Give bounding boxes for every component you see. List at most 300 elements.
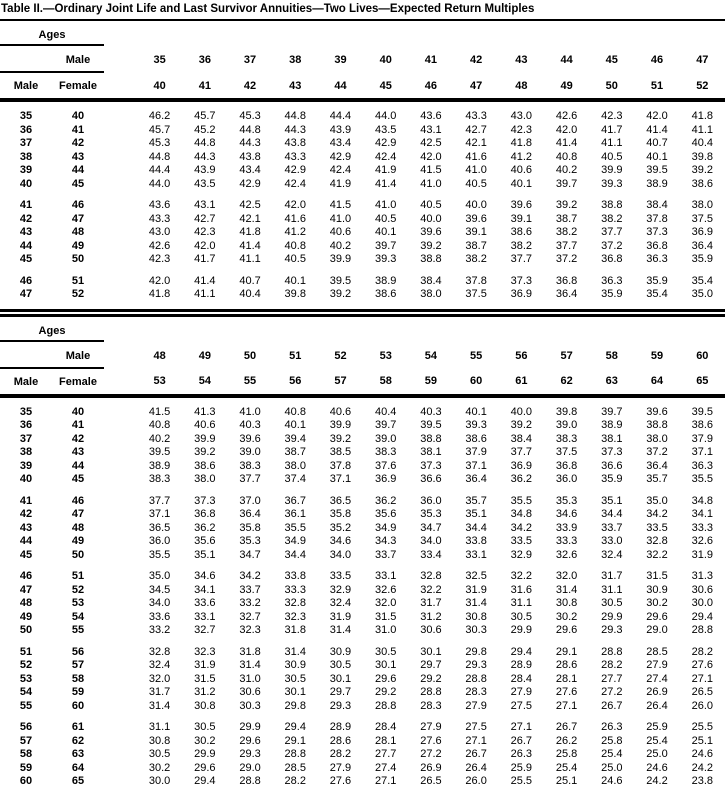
male-age-header: 58 <box>605 349 618 362</box>
female-age-header: 48 <box>499 72 544 100</box>
male-age-cell: 58 <box>19 748 33 760</box>
female-age-header: 44 <box>318 72 363 100</box>
multiple-value-cell: 28.3 <box>420 699 442 712</box>
multiple-value-cell: 25.8 <box>601 734 623 747</box>
multiple-value-cell: 27.5 <box>465 721 487 733</box>
spacer-cell <box>104 253 137 267</box>
multiple-value-cell: 38.3 <box>148 473 171 485</box>
multiple-value-cell: 36.8 <box>555 274 578 287</box>
spacer-cell <box>0 396 725 406</box>
table-row <box>0 549 725 563</box>
row-male-label: Male <box>0 368 52 396</box>
multiple-value-cell: 35.1 <box>465 508 487 520</box>
multiple-value-cell: 40.0 <box>510 405 533 418</box>
multiple-value-cell: 30.2 <box>148 761 171 774</box>
male-age-cell: 54 <box>19 686 33 698</box>
female-age-cell: 61 <box>71 721 85 733</box>
female-age-cell: 57 <box>71 659 85 671</box>
multiple-value-cell: 35.9 <box>691 253 714 265</box>
multiple-value-cell: 41.5 <box>148 405 171 418</box>
multiple-value-cell: 37.1 <box>148 508 171 520</box>
multiple-value-cell: 31.9 <box>465 583 487 596</box>
multiple-value-cell: 43.3 <box>465 110 487 122</box>
multiple-value-cell: 40.2 <box>555 164 578 176</box>
female-ages-header-row <box>0 368 725 396</box>
multiple-value-cell: 31.0 <box>374 624 397 636</box>
male-age-cell: 39 <box>19 164 33 176</box>
female-age-cell: 55 <box>71 624 85 636</box>
multiple-value-cell: 34.0 <box>148 597 171 609</box>
multiple-value-cell: 28.8 <box>601 645 623 658</box>
multiple-value-cell: 39.3 <box>374 253 397 265</box>
table-row <box>0 535 725 549</box>
spacer-cell <box>104 164 137 178</box>
multiple-value-cell: 44.8 <box>239 123 261 136</box>
multiple-value-cell: 35.4 <box>646 288 668 300</box>
multiple-value-cell: 30.9 <box>646 583 668 596</box>
multiple-value-cell: 34.5 <box>148 583 171 596</box>
multiple-value-cell: 41.4 <box>239 239 261 252</box>
male-age-header: 59 <box>650 349 664 362</box>
multiple-value-cell: 28.8 <box>691 624 714 636</box>
multiple-value-cell: 29.1 <box>555 645 578 658</box>
multiple-value-cell: 31.3 <box>691 570 714 582</box>
multiple-value-cell: 38.1 <box>601 432 623 445</box>
female-age-cell: 45 <box>71 473 85 485</box>
multiple-value-cell: 28.8 <box>239 775 261 787</box>
multiple-value-cell: 35.5 <box>510 494 533 507</box>
multiple-value-cell: 30.1 <box>420 645 442 658</box>
male-age-cell: 44 <box>19 535 33 547</box>
multiple-value-cell: 37.8 <box>465 274 487 287</box>
table-row <box>0 433 725 447</box>
multiple-value-cell: 39.8 <box>691 150 714 163</box>
multiple-value-cell: 39.5 <box>646 164 668 176</box>
multiple-value-cell: 28.8 <box>465 672 487 685</box>
multiple-value-cell: 39.2 <box>691 164 714 176</box>
multiple-value-cell: 40.6 <box>194 419 216 431</box>
multiple-value-cell: 41.4 <box>194 274 216 287</box>
multiple-value-cell: 31.1 <box>510 597 533 609</box>
multiple-value-cell: 40.4 <box>239 288 261 300</box>
multiple-value-cell: 25.9 <box>510 761 533 774</box>
male-age-cell: 45 <box>19 253 33 265</box>
female-age-cell: 64 <box>71 761 85 774</box>
male-age-header: 56 <box>515 349 528 362</box>
male-age-cell: 38 <box>19 150 33 163</box>
male-age-cell: 47 <box>19 583 33 596</box>
multiple-value-cell: 27.4 <box>646 672 668 685</box>
multiple-value-cell: 43.6 <box>148 199 171 211</box>
male-age-cell: 35 <box>19 405 33 418</box>
multiple-value-cell: 39.6 <box>510 199 533 211</box>
multiple-value-cell: 34.6 <box>329 535 352 547</box>
multiple-value-cell: 26.7 <box>555 721 578 733</box>
multiple-value-cell: 43.3 <box>148 212 171 225</box>
multiple-value-cell: 33.0 <box>601 535 623 547</box>
multiple-value-cell: 31.6 <box>510 583 533 596</box>
multiple-value-cell: 33.7 <box>239 583 261 596</box>
multiple-value-cell: 43.9 <box>194 164 216 176</box>
multiple-value-cell: 44.0 <box>374 110 397 122</box>
multiple-value-cell: 24.6 <box>601 775 623 787</box>
multiple-value-cell: 38.4 <box>510 432 533 445</box>
multiple-value-cell: 36.4 <box>239 508 261 520</box>
multiple-value-cell: 39.6 <box>420 226 442 238</box>
male-age-cell: 47 <box>19 288 33 300</box>
table-row <box>0 199 725 213</box>
multiple-value-cell: 30.8 <box>465 610 487 623</box>
multiple-value-cell: 42.0 <box>420 150 442 163</box>
multiple-value-cell: 35.5 <box>148 548 171 561</box>
multiple-value-cell: 31.8 <box>284 624 306 636</box>
multiple-value-cell: 30.1 <box>374 659 397 671</box>
multiple-value-cell: 33.8 <box>465 535 487 547</box>
multiple-value-cell: 41.8 <box>148 288 171 300</box>
multiple-value-cell: 25.0 <box>646 748 668 760</box>
multiple-value-cell: 38.3 <box>374 446 397 458</box>
spacer-cell <box>104 646 137 660</box>
multiple-value-cell: 30.5 <box>374 645 397 658</box>
multiple-value-cell: 36.7 <box>284 494 306 507</box>
multiple-value-cell: 34.7 <box>239 548 261 561</box>
multiple-value-cell: 30.3 <box>465 624 487 636</box>
multiple-value-cell: 30.5 <box>194 721 216 733</box>
male-age-header: 42 <box>470 54 483 66</box>
multiple-value-cell: 27.9 <box>646 659 668 671</box>
multiple-value-cell: 34.1 <box>691 508 714 520</box>
multiple-value-cell: 45.3 <box>148 137 171 149</box>
spacer-cell <box>0 45 52 72</box>
table-row <box>0 611 725 625</box>
multiple-value-cell: 30.0 <box>691 597 714 609</box>
multiple-value-cell: 37.1 <box>465 459 487 472</box>
multiple-value-cell: 29.4 <box>194 775 216 787</box>
multiple-value-cell: 40.8 <box>555 150 578 163</box>
female-age-header: 41 <box>182 72 227 100</box>
multiple-value-cell: 38.5 <box>329 446 352 458</box>
multiple-value-cell: 37.7 <box>510 253 533 265</box>
multiple-value-cell: 35.9 <box>601 473 623 485</box>
female-age-cell: 50 <box>71 253 85 265</box>
female-age-header: 52 <box>680 72 725 100</box>
multiple-value-cell: 38.3 <box>555 432 578 445</box>
multiple-value-cell: 26.5 <box>420 775 442 787</box>
multiple-value-cell: 38.9 <box>148 459 171 472</box>
multiple-value-cell: 32.4 <box>601 548 623 561</box>
multiple-value-cell: 36.2 <box>194 521 216 534</box>
multiple-value-cell: 26.9 <box>420 761 442 774</box>
multiple-value-cell: 29.3 <box>329 699 352 712</box>
spacer-cell <box>104 406 137 420</box>
table-row <box>0 419 725 433</box>
multiple-value-cell: 33.6 <box>148 610 171 623</box>
multiple-value-cell: 24.6 <box>691 748 714 760</box>
multiple-value-cell: 29.6 <box>555 624 578 636</box>
spacer-cell <box>0 638 725 646</box>
multiple-value-cell: 32.9 <box>329 583 352 596</box>
table-row <box>0 446 725 460</box>
multiple-value-cell: 25.9 <box>646 721 668 733</box>
multiple-value-cell: 46.2 <box>148 110 171 122</box>
male-age-cell: 55 <box>19 699 33 712</box>
spacer-cell <box>104 213 137 227</box>
table-body-section-1 <box>0 21 725 302</box>
multiple-value-cell: 31.4 <box>148 699 171 712</box>
table-row <box>0 762 725 776</box>
multiple-value-cell: 39.0 <box>239 446 261 458</box>
spacer-cell <box>104 748 137 762</box>
multiple-value-cell: 34.0 <box>329 548 352 561</box>
multiple-value-cell: 27.7 <box>601 672 623 685</box>
multiple-value-cell: 32.8 <box>148 645 171 658</box>
multiple-value-cell: 39.6 <box>646 405 668 418</box>
multiple-value-cell: 36.8 <box>555 459 578 472</box>
female-age-header: 47 <box>454 72 499 100</box>
multiple-value-cell: 31.7 <box>601 570 623 582</box>
section-divider-rule <box>0 309 725 317</box>
multiple-value-cell: 37.7 <box>510 446 533 458</box>
female-age-cell: 51 <box>71 274 85 287</box>
multiple-value-cell: 39.9 <box>601 164 623 176</box>
multiple-value-cell: 42.0 <box>284 199 306 211</box>
multiple-value-cell: 41.8 <box>691 110 714 122</box>
multiple-value-cell: 30.5 <box>284 672 306 685</box>
female-age-header: 45 <box>363 72 408 100</box>
multiple-value-cell: 37.8 <box>329 459 352 472</box>
male-age-header: 47 <box>696 54 709 66</box>
male-age-cell: 37 <box>19 137 33 149</box>
table-row <box>0 473 725 487</box>
male-age-cell: 38 <box>19 446 33 458</box>
multiple-value-cell: 38.4 <box>646 199 668 211</box>
multiple-value-cell: 44.0 <box>148 177 171 190</box>
multiple-value-cell: 35.7 <box>646 473 668 485</box>
multiple-value-cell: 41.6 <box>465 150 487 163</box>
female-age-cell: 41 <box>71 123 85 136</box>
multiple-value-cell: 33.1 <box>194 610 216 623</box>
multiple-value-cell: 41.1 <box>601 137 623 149</box>
spacer-cell <box>104 775 137 789</box>
female-age-cell: 49 <box>71 239 85 252</box>
multiple-value-cell: 40.1 <box>510 177 533 190</box>
multiple-value-cell: 32.2 <box>420 583 442 596</box>
multiple-value-cell: 37.0 <box>239 494 261 507</box>
table-row <box>0 597 725 611</box>
multiple-value-cell: 43.6 <box>420 110 442 122</box>
multiple-value-cell: 32.7 <box>239 610 261 623</box>
multiple-value-cell: 35.8 <box>329 508 352 520</box>
multiple-value-cell: 30.8 <box>555 597 578 609</box>
table-row <box>0 288 725 302</box>
spacer-cell <box>104 226 137 240</box>
multiple-value-cell: 28.4 <box>374 721 397 733</box>
multiple-value-cell: 44.4 <box>148 164 171 176</box>
female-age-cell: 59 <box>71 686 85 698</box>
multiple-value-cell: 39.2 <box>420 239 442 252</box>
multiple-value-cell: 33.7 <box>601 521 623 534</box>
female-age-cell: 48 <box>71 226 85 238</box>
multiple-value-cell: 30.2 <box>194 734 216 747</box>
multiple-value-cell: 42.5 <box>420 137 442 149</box>
multiple-value-cell: 31.2 <box>194 686 216 698</box>
multiple-value-cell: 30.6 <box>420 624 442 636</box>
multiple-value-cell: 34.7 <box>420 521 442 534</box>
multiple-value-cell: 42.3 <box>510 123 533 136</box>
multiple-value-cell: 28.2 <box>691 645 714 658</box>
female-ages-header-row <box>0 72 725 100</box>
multiple-value-cell: 32.6 <box>555 548 578 561</box>
multiple-value-cell: 43.8 <box>239 150 261 163</box>
multiple-value-cell: 35.0 <box>148 570 171 582</box>
multiple-value-cell: 33.4 <box>420 548 442 561</box>
multiple-value-cell: 31.5 <box>646 570 668 582</box>
table-row <box>0 584 725 598</box>
multiple-value-cell: 40.8 <box>284 239 306 252</box>
multiple-value-cell: 45.2 <box>194 123 216 136</box>
multiple-value-cell: 40.1 <box>374 226 397 238</box>
multiple-value-cell: 29.2 <box>374 686 397 698</box>
multiple-value-cell: 39.1 <box>465 226 487 238</box>
multiple-value-cell: 31.2 <box>420 610 442 623</box>
multiple-value-cell: 39.7 <box>374 239 397 252</box>
spacer-cell <box>104 433 137 447</box>
multiple-value-cell: 31.4 <box>284 645 306 658</box>
multiple-value-cell: 27.6 <box>691 659 714 671</box>
multiple-value-cell: 29.8 <box>284 699 306 712</box>
multiple-value-cell: 38.2 <box>510 239 533 252</box>
table-row <box>0 570 725 584</box>
multiple-value-cell: 44.8 <box>284 110 306 122</box>
multiple-value-cell: 32.7 <box>194 624 216 636</box>
spacer-cell <box>104 72 137 100</box>
multiple-value-cell: 33.5 <box>646 521 668 534</box>
multiple-value-cell: 38.7 <box>555 212 578 225</box>
multiple-value-cell: 31.9 <box>691 548 714 561</box>
multiple-value-cell: 35.4 <box>691 274 714 287</box>
multiple-value-cell: 38.3 <box>239 459 261 472</box>
multiple-value-cell: 27.2 <box>601 686 623 698</box>
multiple-value-cell: 25.4 <box>601 748 623 760</box>
multiple-value-cell: 34.6 <box>555 508 578 520</box>
multiple-value-cell: 34.2 <box>646 508 668 520</box>
multiple-value-cell: 34.9 <box>374 521 397 534</box>
multiple-value-cell: 41.2 <box>510 150 533 163</box>
male-age-cell: 43 <box>19 521 33 534</box>
multiple-value-cell: 40.1 <box>646 150 668 163</box>
multiple-value-cell: 34.2 <box>239 570 261 582</box>
multiple-value-cell: 33.2 <box>239 597 261 609</box>
spacer-cell <box>0 713 725 721</box>
multiple-value-cell: 36.9 <box>510 288 533 300</box>
female-age-cell: 52 <box>71 583 85 596</box>
male-age-cell: 41 <box>19 199 33 211</box>
spacer-cell <box>104 659 137 673</box>
multiple-value-cell: 36.5 <box>148 521 171 534</box>
table-row <box>0 164 725 178</box>
multiple-value-cell: 44.8 <box>148 150 171 163</box>
female-age-header: 60 <box>454 368 499 396</box>
multiple-value-cell: 32.0 <box>148 672 171 685</box>
multiple-value-cell: 36.9 <box>374 473 397 485</box>
ages-label: Ages <box>0 21 104 45</box>
female-age-header: 51 <box>634 72 679 100</box>
female-age-cell: 60 <box>71 699 85 712</box>
multiple-value-cell: 25.0 <box>601 761 623 774</box>
table-row <box>0 522 725 536</box>
male-age-header: 37 <box>243 54 257 66</box>
multiple-value-cell: 36.4 <box>646 459 668 472</box>
multiple-value-cell: 28.6 <box>329 734 352 747</box>
multiple-value-cell: 42.3 <box>194 226 216 238</box>
spacer-cell <box>104 473 137 487</box>
multiple-value-cell: 29.9 <box>601 610 623 623</box>
male-age-header: 45 <box>605 54 618 66</box>
multiple-value-cell: 37.7 <box>601 226 623 238</box>
multiple-value-cell: 29.3 <box>465 659 487 671</box>
multiple-value-cell: 40.0 <box>465 199 487 211</box>
spacer-cell <box>104 721 137 735</box>
multiple-value-cell: 39.2 <box>194 446 216 458</box>
multiple-value-cell: 38.6 <box>691 177 714 190</box>
multiple-value-cell: 36.3 <box>646 253 668 265</box>
multiple-value-cell: 36.4 <box>555 288 578 300</box>
multiple-value-cell: 43.4 <box>329 137 352 149</box>
male-age-header: 36 <box>198 54 211 66</box>
table-row <box>0 686 725 700</box>
multiple-value-cell: 37.5 <box>465 288 487 300</box>
multiple-value-cell: 31.9 <box>329 610 352 623</box>
multiple-value-cell: 24.6 <box>646 761 668 774</box>
multiple-value-cell: 37.1 <box>329 473 352 485</box>
male-age-header: 55 <box>470 349 483 362</box>
multiple-value-cell: 29.0 <box>239 761 261 774</box>
female-age-header: 58 <box>363 368 408 396</box>
multiple-value-cell: 28.5 <box>284 761 306 774</box>
multiple-value-cell: 39.5 <box>329 274 352 287</box>
multiple-value-cell: 41.4 <box>374 177 397 190</box>
multiple-value-cell: 40.8 <box>148 419 171 431</box>
multiple-value-cell: 38.7 <box>465 239 487 252</box>
multiple-value-cell: 34.4 <box>284 548 306 561</box>
multiple-value-cell: 34.6 <box>194 570 216 582</box>
multiple-value-cell: 32.3 <box>194 645 216 658</box>
female-age-cell: 47 <box>71 212 85 225</box>
female-age-header: 54 <box>182 368 227 396</box>
table-row <box>0 253 725 267</box>
multiple-value-cell: 25.5 <box>510 775 533 787</box>
spacer-cell <box>104 240 137 254</box>
multiple-value-cell: 27.6 <box>329 775 352 787</box>
female-age-cell: 40 <box>71 405 85 418</box>
male-age-cell: 37 <box>19 432 33 445</box>
multiple-value-cell: 42.0 <box>555 123 578 136</box>
multiple-value-cell: 27.2 <box>420 748 442 760</box>
multiple-value-cell: 41.8 <box>239 226 261 238</box>
multiple-value-cell: 37.8 <box>646 212 668 225</box>
female-age-cell: 40 <box>71 110 85 122</box>
male-age-cell: 43 <box>19 226 33 238</box>
table-row <box>0 406 725 420</box>
multiple-value-cell: 30.2 <box>646 597 668 609</box>
table-row <box>0 673 725 687</box>
multiple-value-cell: 36.8 <box>194 508 216 520</box>
multiple-value-cell: 42.4 <box>284 177 306 190</box>
female-age-header: 46 <box>408 72 453 100</box>
spacer-cell <box>104 508 137 522</box>
multiple-value-cell: 40.1 <box>465 405 487 418</box>
multiple-value-cell: 32.2 <box>646 548 668 561</box>
